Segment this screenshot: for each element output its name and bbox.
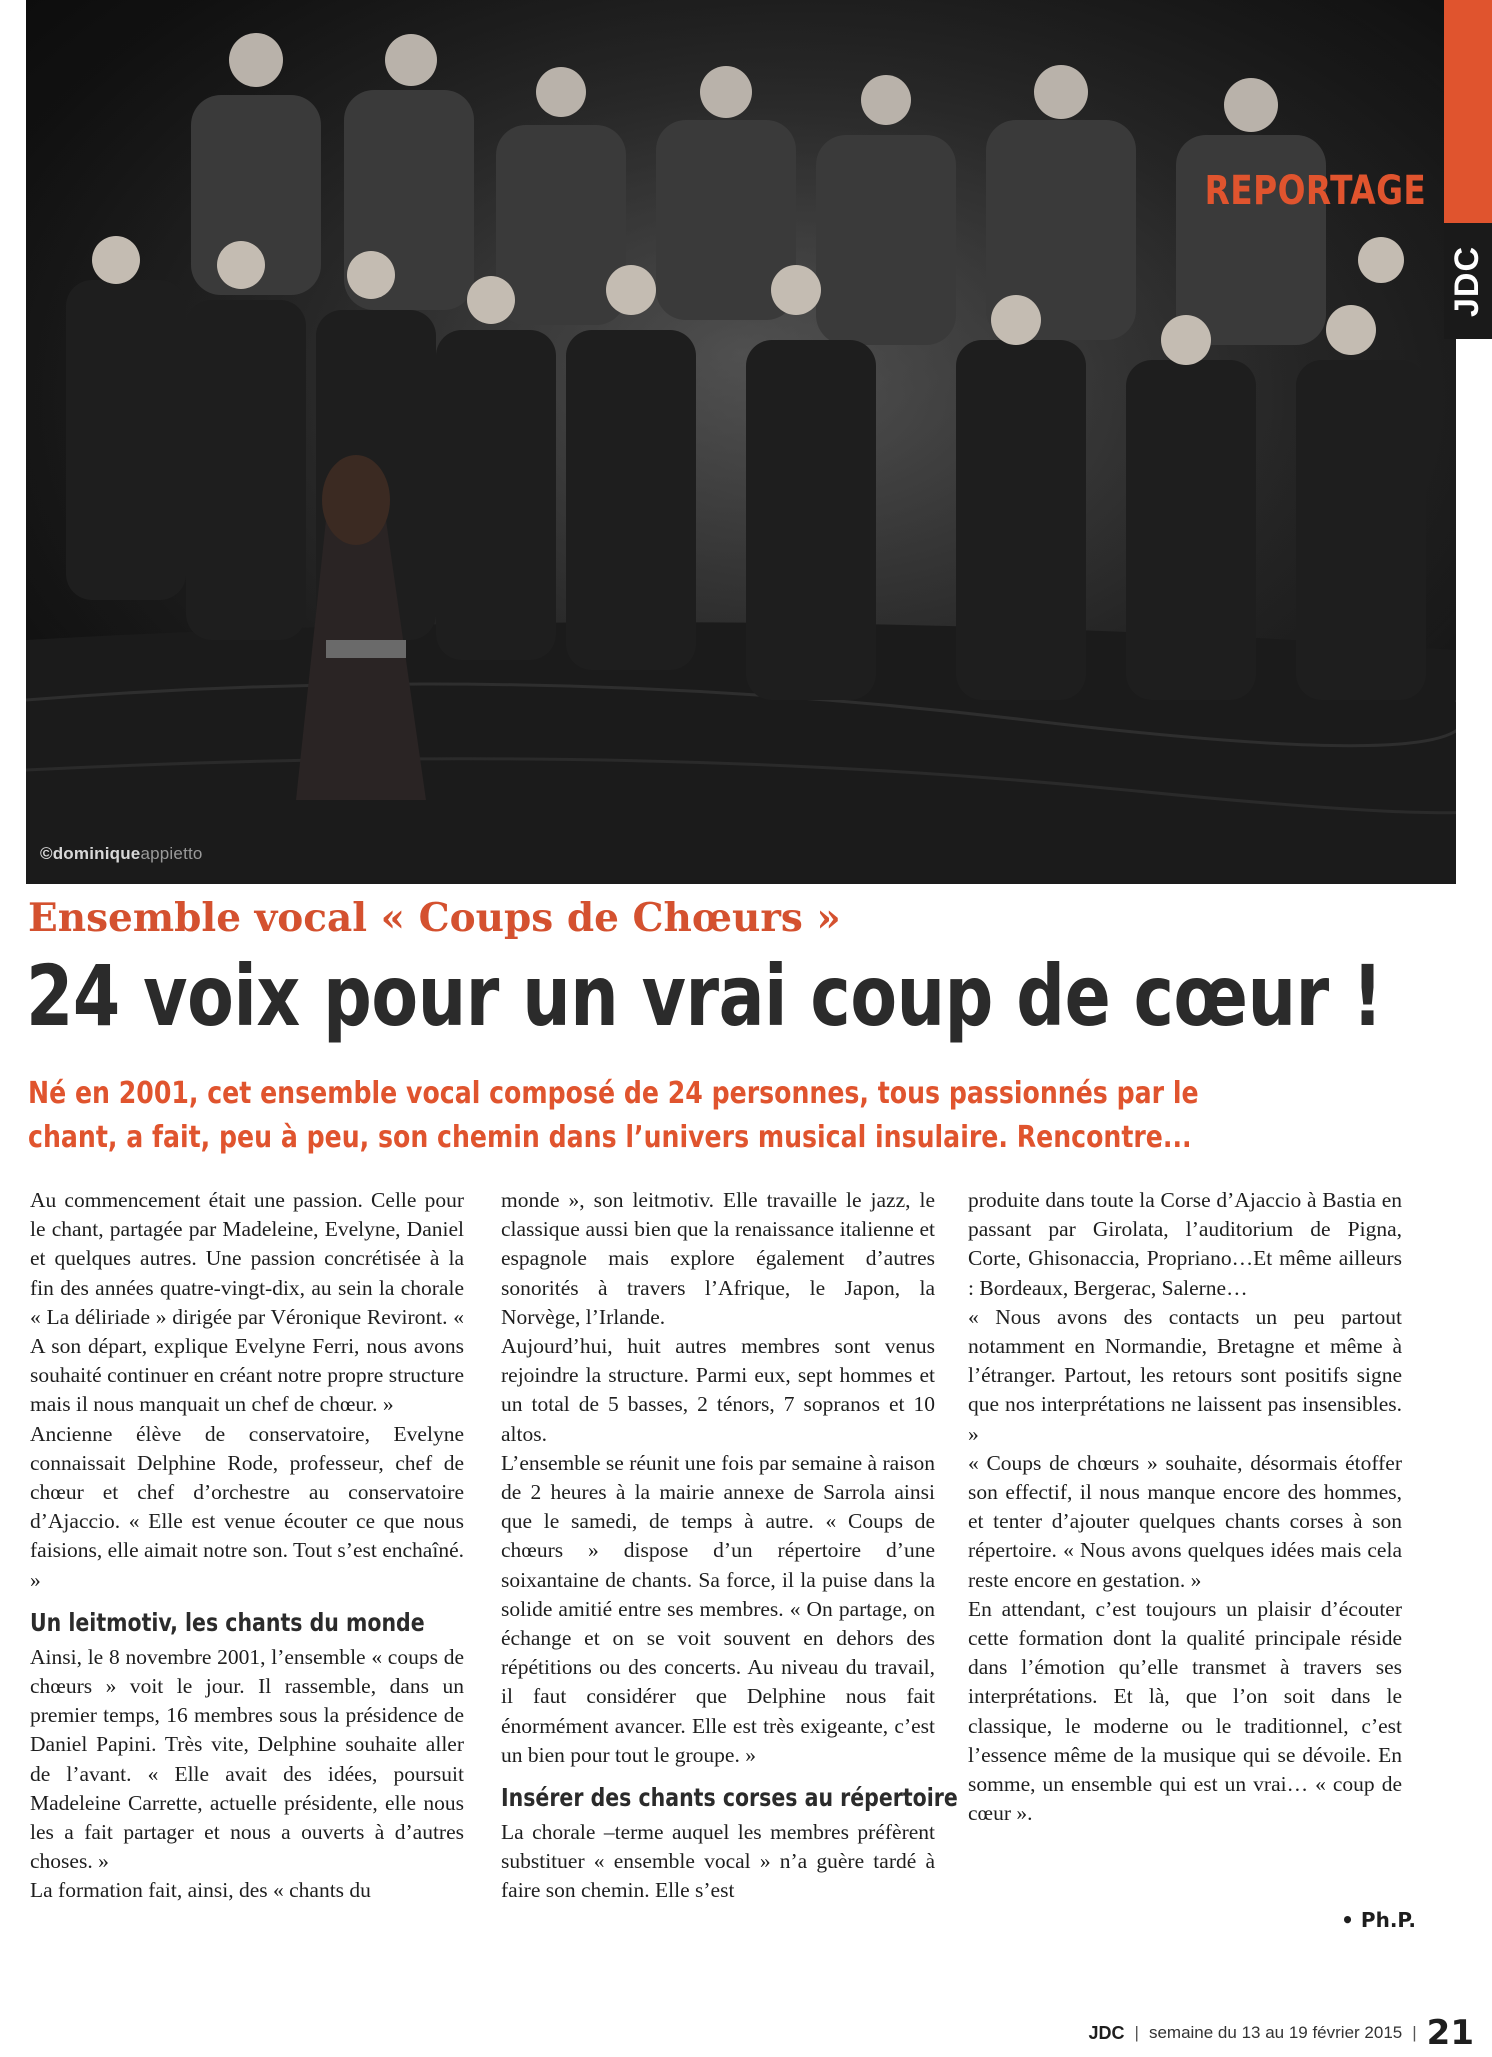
article-title: 24 voix pour un vrai coup de cœur ! <box>26 947 1383 1045</box>
choir-photo-illustration <box>26 0 1456 884</box>
paragraph: Ancienne élève de conservatoire, Evelyne connaissait Delphine Rode, professeur, chef de chœur et chef d’orchestre au conservatoire d’Ajaccio. « Elle est venue écouter ce que nous faisions, elle aimait notre son. Tout s’est enchaîné. » <box>30 1421 464 1592</box>
paragraph: monde », son leitmotiv. Elle travaille le jazz, le classique aussi bien que la renaissance italienne et espagnole mais explore également d’autres sonorités à travers l’Afrique, le Japon, la Norvège, l’Irlande. <box>501 1188 935 1329</box>
paragraph: produite dans toute la Corse d’Ajaccio à Bastia en passant par Girolata, l’auditorium de Pigna, Corte, Ghisonaccia, Propriano…Et même ailleurs : Bordeaux, Bergerac, Salerne… <box>968 1188 1402 1300</box>
paragraph: « Coups de chœurs » souhaite, désormais étoffer son effectif, il nous manque encore des hommes, et tenter d’ajouter quelques chants corses à son répertoire. « Nous avons quelques idées mais cela reste encore en gestation. » <box>968 1450 1402 1592</box>
footer-separator: | <box>1412 2023 1417 2042</box>
paragraph: « Nous avons des contacts un peu partout notamment en Normandie, Bretagne et même à l’étranger. Partout, les retours sont positifs signe que nos interprétations ne laissent pas insensibles. » <box>968 1304 1402 1446</box>
footer-brand: JDC <box>1088 2022 1125 2043</box>
section-rubric: REPORTAGE <box>1204 168 1426 214</box>
magazine-tag: JDC <box>1448 245 1487 317</box>
paragraph: Au commencement était une passion. Celle pour le chant, partagée par Madeleine, Evelyne, Daniel et quelques autres. Une passion concrétisée à la fin des années quatre-vingt-dix, au sein la chorale « La déliriade » dirigée par Véronique Reviront. « A son départ, explique Evelyne Ferri, nous avons souhaité continuer en créant notre propre structure mais il nous manquait un chef de chœur. » <box>30 1188 464 1417</box>
footer-issue-date: semaine du 13 au 19 février 2015 <box>1148 2023 1403 2042</box>
page-footer <box>1089 2013 1474 2053</box>
rubric-color-bar <box>1444 0 1492 223</box>
subheading: Insérer des chants corses au répertoire <box>501 1783 958 1813</box>
author-signature: • Ph.P. <box>1341 1908 1416 1932</box>
paragraph: Ainsi, le 8 novembre 2001, l’ensemble « coups de chœurs » voit le jour. Il rassemble, dans un premier temps, 16 membres sous la présidence de Daniel Papini. Très vite, Delphine souhaite aller de l’avant. « Elle avait des idées, poursuit Madeleine Carrette, actuelle présidente, elle nous les a fait partager et nous a ouverts à d’autres choses. » <box>30 1644 464 1874</box>
lead-line-1: Né en 2001, cet ensemble vocal composé de 24 personnes, tous passionnés par le <box>28 1076 1199 1111</box>
subheading: Un leitmotiv, les chants du monde <box>30 1607 425 1637</box>
paragraph: L’ensemble se réunit une fois par semaine à raison de 2 heures à la mairie annexe de Sarrola ainsi que le samedi, de temps à autre. « Coups de chœurs » dispose d’un répertoire d’une soixantaine de chants. Sa force, il la puise dans la solide amitié entre ses membres. « On partage, on échange et on se voit souvent en dehors des répétitions ou des concerts. Au niveau du travail, il faut considérer que Delphine nous fait énormément avancer. Elle est très exigeante, c’est un bien pour tout le groupe. » <box>501 1450 935 1767</box>
choir-photo <box>26 0 1456 884</box>
paragraph: En attendant, c’est toujours un plaisir d’écouter cette formation dont la qualité principale réside dans l’émotion qu’elle transmet à travers ses interprétations. Et là, que l’on soit dans le classique, le moderne ou le traditionnel, c’est l’essence même de la musique qui se dévoile. En somme, un ensemble qui est un vrai… « coup de cœur ». <box>968 1596 1402 1826</box>
paragraph: Aujourd’hui, huit autres membres sont venus rejoindre la structure. Parmi eux, sept hommes et un total de 5 basses, 2 ténors, 7 sopranos et 10 altos. <box>501 1334 935 1446</box>
paragraph: La formation fait, ainsi, des « chants du <box>30 1878 371 1903</box>
text-column-2 <box>501 1186 958 1906</box>
article-lead <box>28 1072 1406 1160</box>
photo-credit: ©dominiqueappietto <box>40 844 203 863</box>
page-number: 21 <box>1426 2013 1474 2053</box>
text-column-3 <box>968 1186 1402 1828</box>
article-kicker: Ensemble vocal « Coups de Chœurs » <box>28 895 841 941</box>
footer-separator: | <box>1134 2023 1139 2042</box>
text-column-1 <box>30 1186 464 1906</box>
lead-line-2: chant, a fait, peu à peu, son chemin dans l’univers musical insulaire. Rencontre... <box>28 1120 1192 1155</box>
paragraph: La chorale –terme auquel les membres préfèrent substituer « ensemble vocal » n’a guère tardé à faire son chemin. Elle s’est <box>501 1820 935 1903</box>
